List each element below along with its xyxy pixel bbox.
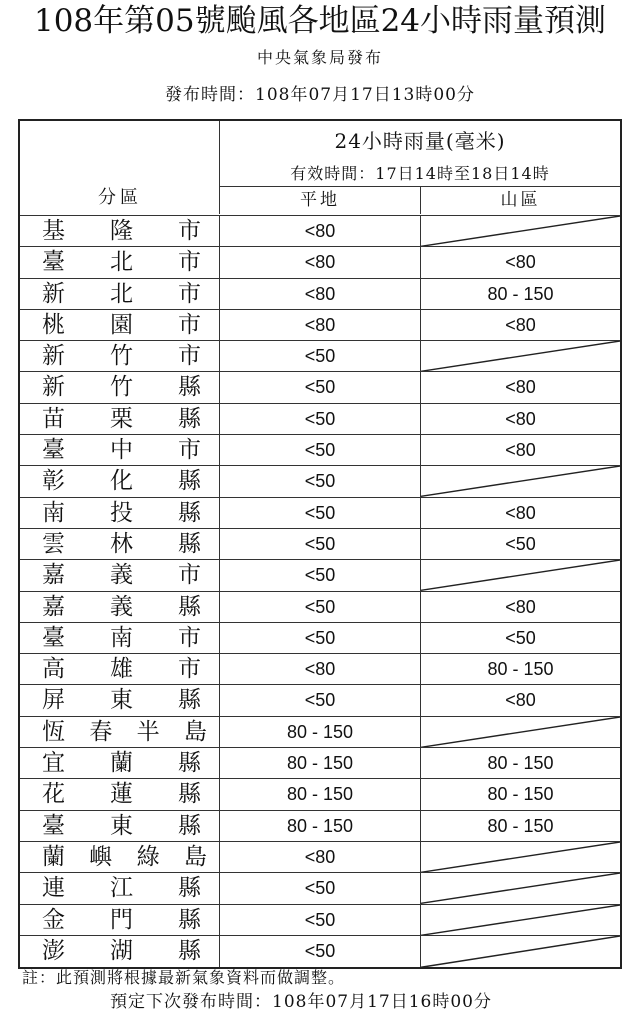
region-char: 臺 (42, 437, 65, 464)
region-char: 化 (110, 468, 133, 495)
footnote: 註：此預測將根據最新氣象資料而做調整。 (22, 968, 346, 987)
region-char: 市 (178, 656, 201, 683)
flat-rainfall-cell: <80 (220, 654, 421, 684)
region-char: 彰 (42, 468, 65, 495)
region-char: 金 (42, 906, 65, 933)
flat-rainfall-cell: <80 (220, 247, 421, 277)
table-row (20, 341, 620, 372)
mountain-not-applicable-cell (421, 936, 620, 967)
region-char: 縣 (178, 593, 201, 620)
diagonal-slash-icon (421, 717, 620, 747)
region-cell (20, 279, 220, 309)
table-row (20, 842, 620, 873)
region-char: 嶼 (89, 843, 113, 870)
mountain-rainfall-cell: 80 - 150 (487, 283, 554, 304)
region-cell (20, 404, 220, 434)
mountain-rainfall-cell: 80 - 150 (487, 753, 554, 774)
flat-rainfall-cell: <50 (220, 466, 421, 496)
flat-rainfall-cell: 80 - 150 (220, 748, 421, 778)
region-cell (20, 592, 220, 622)
mountain-rainfall-cell: <80 (505, 596, 536, 617)
region-char: 義 (110, 562, 133, 589)
valid-period: 有效時間：17日14時至18日14時 (290, 164, 550, 183)
table-body (20, 216, 620, 967)
region-char: 新 (42, 343, 65, 370)
mountain-rainfall-cell: 80 - 150 (487, 784, 554, 805)
region-cell (20, 310, 220, 340)
rainfall-header-cell (220, 121, 620, 214)
region-char: 市 (178, 280, 201, 307)
flat-rainfall-cell: <80 (220, 216, 421, 246)
flat-rainfall-cell: <80 (220, 842, 421, 872)
region-cell (20, 873, 220, 903)
region-char: 連 (42, 875, 65, 902)
flat-rainfall-cell: <50 (220, 592, 421, 622)
region-char: 縣 (178, 750, 201, 777)
publisher: 中央氣象局發布 (256, 48, 383, 67)
diagonal-slash-icon (421, 905, 620, 935)
region-char: 市 (178, 562, 201, 589)
region-char: 市 (178, 624, 201, 651)
issued-time: 發布時間：108年07月17日13時00分 (165, 85, 475, 105)
next-issue-time: 預定下次發布時間：108年07月17日16時00分 (110, 992, 492, 1012)
page-title: 108年第05號颱風各地區24小時雨量預測 (33, 3, 607, 39)
flat-rainfall-cell: 80 - 150 (220, 811, 421, 841)
region-char: 屏 (42, 687, 65, 714)
flat-header: 平地 (220, 187, 421, 214)
region-char: 園 (110, 311, 133, 338)
region-char: 東 (110, 812, 133, 839)
region-char: 北 (110, 249, 133, 276)
region-char: 蘭 (110, 750, 133, 777)
region-char: 竹 (110, 374, 133, 401)
table-row (20, 936, 620, 967)
region-char: 縣 (178, 374, 201, 401)
region-char: 南 (42, 499, 65, 526)
region-char: 東 (110, 687, 133, 714)
flat-rainfall-cell: 80 - 150 (220, 717, 421, 747)
table-row (20, 435, 620, 466)
region-cell (20, 936, 220, 967)
region-char: 高 (42, 656, 65, 683)
region-char: 新 (42, 374, 65, 401)
region-char: 縣 (178, 781, 201, 808)
rainfall-table (18, 119, 622, 969)
table-row (20, 466, 620, 497)
region-char: 縣 (178, 906, 201, 933)
region-char: 門 (110, 906, 133, 933)
region-char: 桃 (42, 311, 65, 338)
mountain-rainfall-cell: <80 (505, 252, 536, 273)
table-row (20, 216, 620, 247)
table-row (20, 498, 620, 529)
region-char: 縣 (178, 468, 201, 495)
region-char: 島 (183, 718, 207, 745)
region-char: 縣 (178, 937, 201, 964)
flat-rainfall-cell: <50 (220, 529, 421, 559)
flat-rainfall-cell: 80 - 150 (220, 779, 421, 809)
region-cell (20, 654, 220, 684)
region-cell (20, 717, 220, 747)
mountain-rainfall-cell: 80 - 150 (487, 815, 554, 836)
table-row (20, 372, 620, 403)
region-cell (20, 466, 220, 496)
region-char: 縣 (178, 499, 201, 526)
region-header: 分區 (98, 187, 142, 208)
region-char: 隆 (110, 218, 133, 244)
mountain-rainfall-cell: <80 (505, 502, 536, 523)
region-char: 雲 (42, 530, 65, 557)
table-row (20, 685, 620, 716)
region-char: 北 (110, 280, 133, 307)
table-row (20, 529, 620, 560)
region-char: 新 (42, 280, 65, 307)
region-char: 江 (110, 875, 133, 902)
region-char: 栗 (110, 405, 133, 432)
region-char: 市 (178, 437, 201, 464)
table-row (20, 404, 620, 435)
region-char: 臺 (42, 249, 65, 276)
table-row (20, 623, 620, 654)
mountain-not-applicable-cell (421, 905, 620, 935)
region-char: 蓮 (110, 781, 133, 808)
region-cell (20, 811, 220, 841)
flat-rainfall-cell: <50 (220, 404, 421, 434)
region-cell (20, 560, 220, 590)
region-cell (20, 341, 220, 371)
flat-rainfall-cell: <50 (220, 905, 421, 935)
region-char: 春 (89, 718, 113, 745)
region-char: 市 (178, 218, 201, 244)
table-row (20, 905, 620, 936)
flat-rainfall-cell: <80 (220, 279, 421, 309)
diagonal-slash-icon (421, 466, 620, 496)
mountain-rainfall-cell: <80 (505, 408, 536, 429)
flat-rainfall-cell: <50 (220, 560, 421, 590)
region-cell (20, 498, 220, 528)
flat-rainfall-cell: <50 (220, 435, 421, 465)
table-row (20, 279, 620, 310)
region-cell (20, 685, 220, 715)
mountain-not-applicable-cell (421, 717, 620, 747)
mountain-not-applicable-cell (421, 842, 620, 872)
region-char: 南 (110, 624, 133, 651)
mountain-rainfall-cell: <50 (505, 533, 536, 554)
region-char: 澎 (42, 937, 65, 964)
region-cell (20, 435, 220, 465)
region-header-cell (20, 121, 220, 214)
region-cell (20, 842, 220, 872)
region-char: 宜 (42, 750, 65, 777)
flat-rainfall-cell: <50 (220, 685, 421, 715)
flat-rainfall-cell: <50 (220, 372, 421, 402)
diagonal-slash-icon (421, 341, 620, 371)
mountain-rainfall-cell: <80 (505, 377, 536, 398)
table-row (20, 748, 620, 779)
region-char: 竹 (110, 343, 133, 370)
mountain-rainfall-cell: <50 (505, 627, 536, 648)
region-char: 恆 (42, 718, 65, 745)
mountain-not-applicable-cell (421, 341, 620, 371)
mountain-not-applicable-cell (421, 560, 620, 590)
diagonal-slash-icon (421, 936, 620, 967)
region-cell (20, 529, 220, 559)
table-row (20, 654, 620, 685)
flat-rainfall-cell: <50 (220, 498, 421, 528)
region-char: 苗 (42, 405, 65, 432)
flat-rainfall-cell: <80 (220, 310, 421, 340)
region-char: 雄 (110, 656, 133, 683)
region-char: 投 (110, 499, 133, 526)
region-char: 林 (110, 530, 133, 557)
region-cell (20, 748, 220, 778)
mountain-not-applicable-cell (421, 466, 620, 496)
region-cell (20, 372, 220, 402)
region-char: 中 (110, 437, 133, 464)
table-header (20, 121, 620, 216)
diagonal-slash-icon (421, 560, 620, 590)
mountain-rainfall-cell: <80 (505, 314, 536, 335)
diagonal-slash-icon (421, 873, 620, 903)
table-row (20, 560, 620, 591)
region-char: 臺 (42, 624, 65, 651)
region-char: 花 (42, 781, 65, 808)
region-cell (20, 623, 220, 653)
region-char: 綠 (136, 843, 160, 870)
region-char: 縣 (178, 687, 201, 714)
flat-rainfall-cell: <50 (220, 341, 421, 371)
region-cell (20, 247, 220, 277)
diagonal-slash-icon (421, 216, 620, 246)
region-char: 湖 (110, 937, 133, 964)
mountain-rainfall-cell: <80 (505, 440, 536, 461)
table-row (20, 811, 620, 842)
rainfall-subheader (220, 186, 620, 214)
mountain-not-applicable-cell (421, 216, 620, 246)
table-row (20, 310, 620, 341)
region-char: 市 (178, 343, 201, 370)
region-char: 市 (178, 249, 201, 276)
region-cell (20, 216, 220, 246)
region-char: 嘉 (42, 562, 65, 589)
region-char: 縣 (178, 812, 201, 839)
mountain-not-applicable-cell (421, 873, 620, 903)
flat-rainfall-cell: <50 (220, 623, 421, 653)
table-row (20, 247, 620, 278)
rainfall-header: 24小時雨量(毫米) (334, 129, 506, 153)
table-row (20, 717, 620, 748)
region-char: 基 (42, 218, 65, 244)
region-char: 臺 (42, 812, 65, 839)
mountain-header: 山區 (500, 190, 541, 210)
flat-rainfall-cell: <50 (220, 936, 421, 967)
flat-rainfall-cell: <50 (220, 873, 421, 903)
diagonal-slash-icon (421, 842, 620, 872)
mountain-rainfall-cell: <80 (505, 690, 536, 711)
region-char: 島 (183, 843, 207, 870)
region-char: 半 (136, 718, 160, 745)
region-cell (20, 779, 220, 809)
table-row (20, 873, 620, 904)
region-char: 市 (178, 311, 201, 338)
region-char: 義 (110, 593, 133, 620)
table-row (20, 592, 620, 623)
table-row (20, 779, 620, 810)
region-char: 縣 (178, 875, 201, 902)
region-char: 縣 (178, 405, 201, 432)
mountain-rainfall-cell: 80 - 150 (487, 659, 554, 680)
region-char: 縣 (178, 530, 201, 557)
region-char: 蘭 (42, 843, 65, 870)
region-char: 嘉 (42, 593, 65, 620)
region-cell (20, 905, 220, 935)
